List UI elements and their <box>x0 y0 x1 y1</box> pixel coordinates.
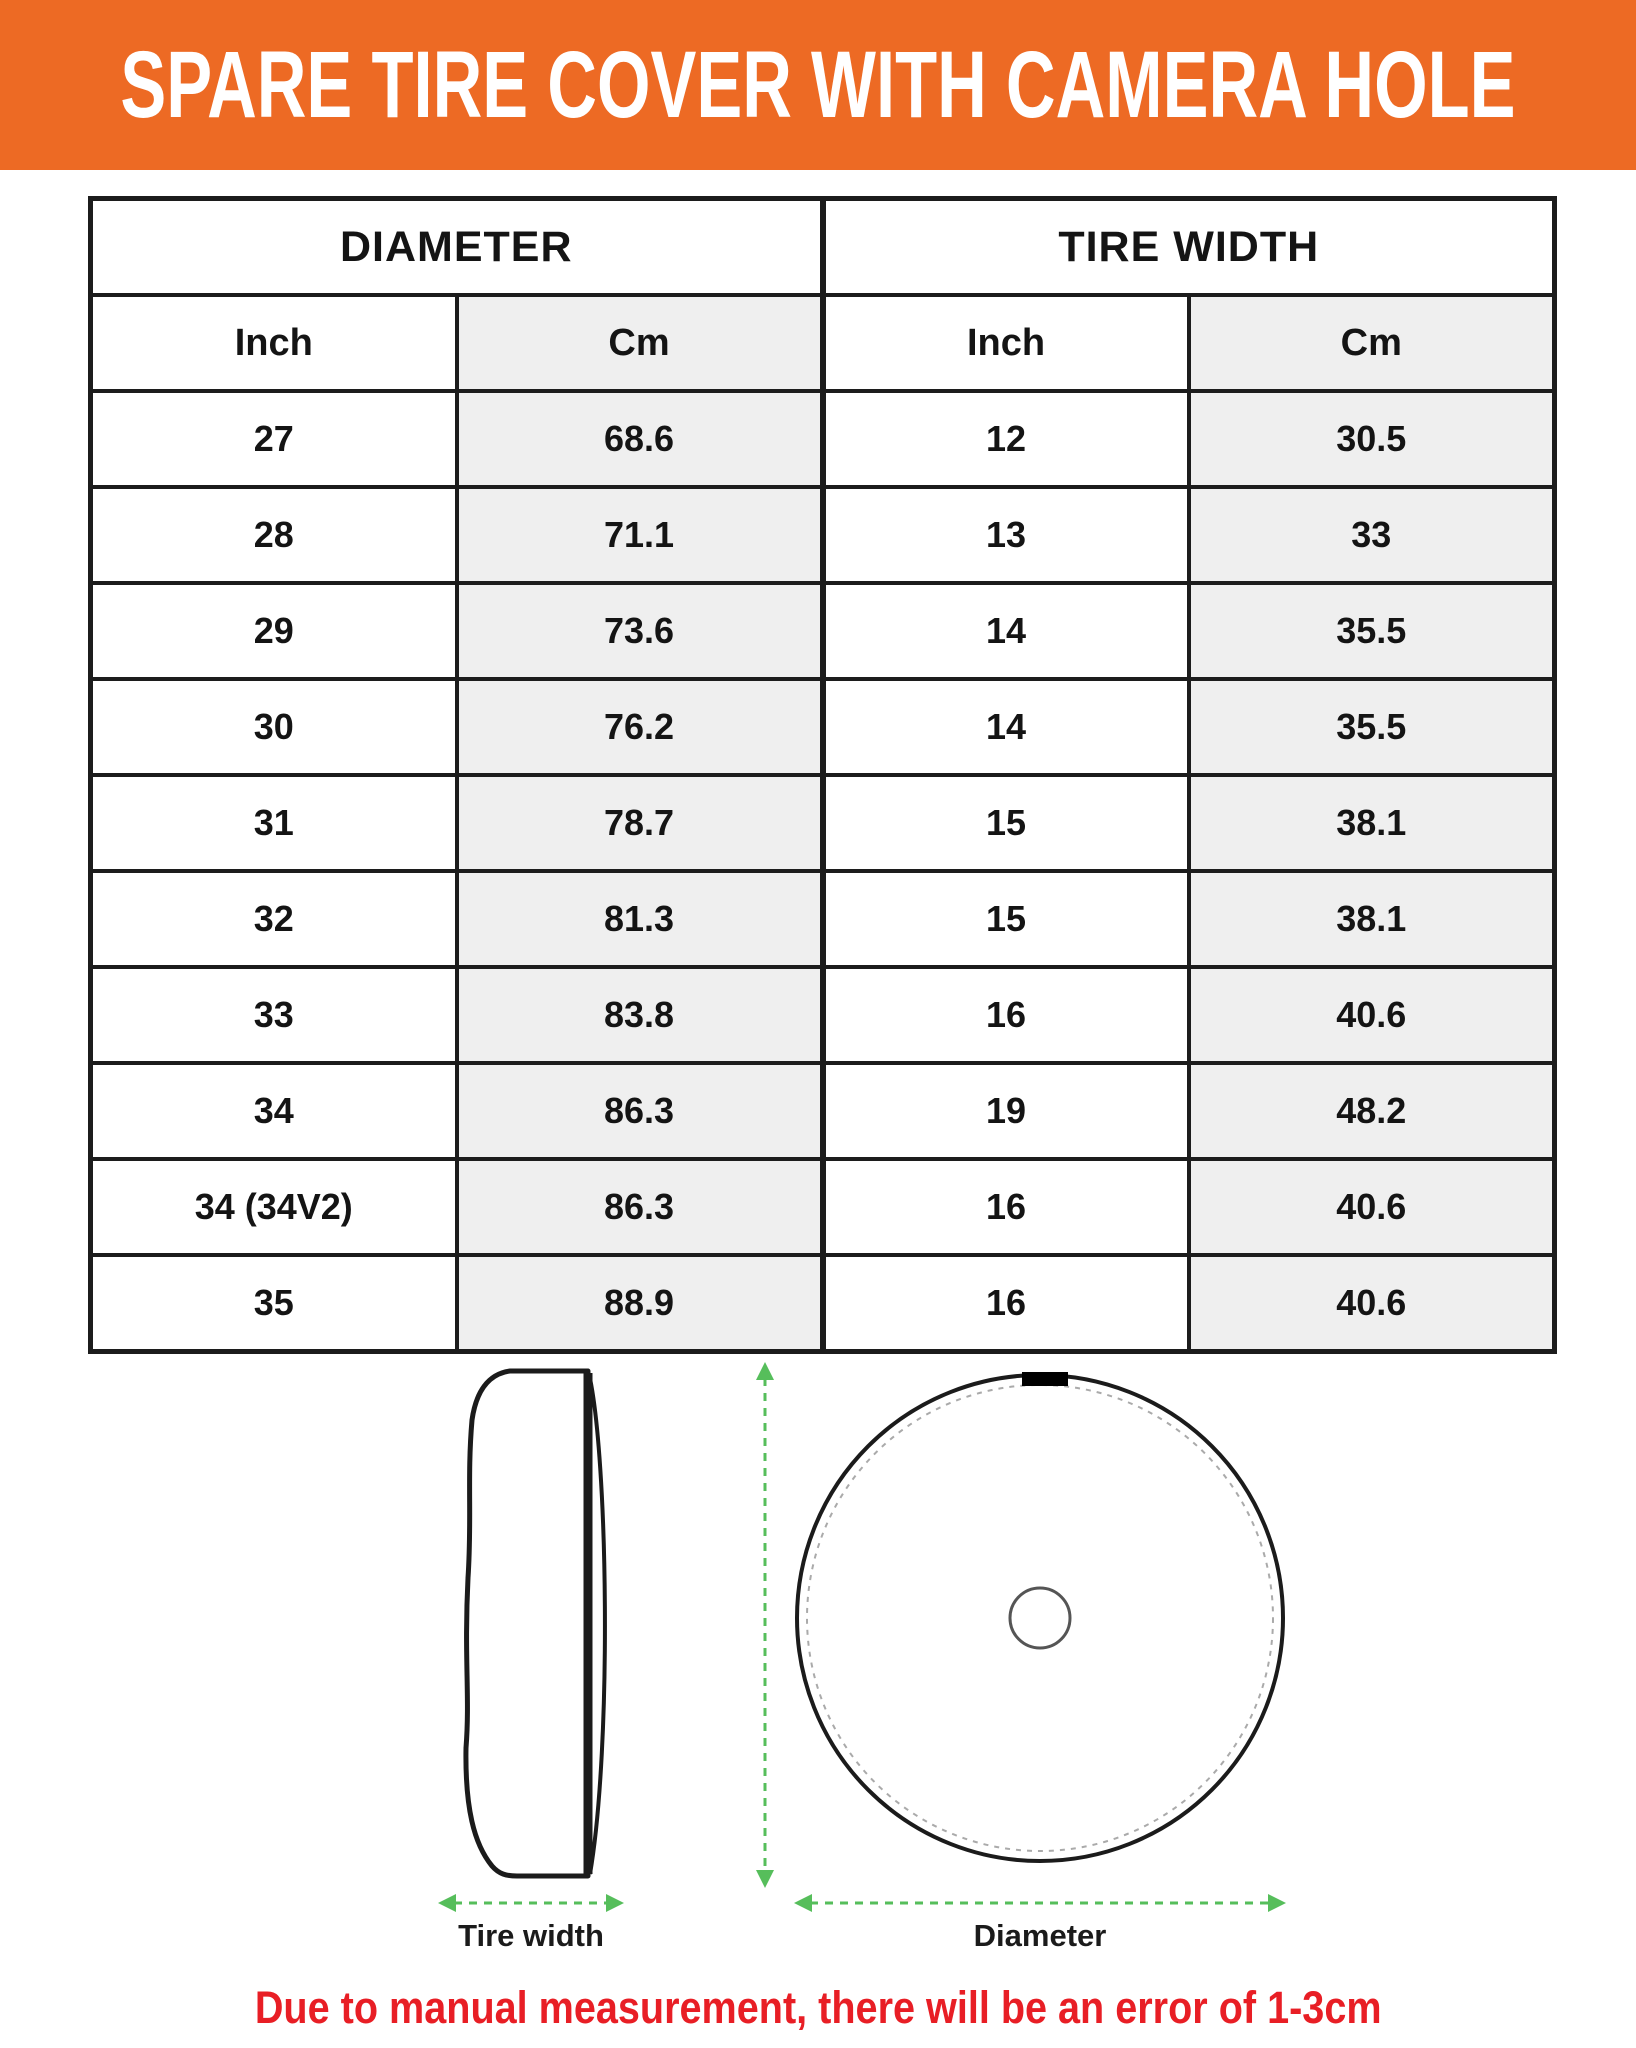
table-cell: 15 <box>823 775 1189 871</box>
table-row <box>91 679 1555 775</box>
table-cell: 16 <box>823 1255 1189 1352</box>
table-cell: 35.5 <box>1189 679 1555 775</box>
table-row <box>91 1063 1555 1159</box>
table-row <box>91 1159 1555 1255</box>
table-cell: 38.1 <box>1189 871 1555 967</box>
table-cell: 68.6 <box>457 391 823 487</box>
table-cell: 40.6 <box>1189 1159 1555 1255</box>
table-cell: 16 <box>823 967 1189 1063</box>
table-cell: 30.5 <box>1189 391 1555 487</box>
table-cell: 78.7 <box>457 775 823 871</box>
table-cell: 14 <box>823 583 1189 679</box>
table-cell: 35.5 <box>1189 583 1555 679</box>
table-row <box>91 871 1555 967</box>
table-cell: 31 <box>91 775 457 871</box>
table-row <box>91 967 1555 1063</box>
table-cell: 83.8 <box>457 967 823 1063</box>
table-row <box>91 1255 1555 1352</box>
table-cell: 86.3 <box>457 1063 823 1159</box>
diameter-height-arrow <box>752 1360 778 1890</box>
width-inch-header: Inch <box>823 295 1189 391</box>
width-cm-header: Cm <box>1189 295 1555 391</box>
table-cell: 33 <box>1189 487 1555 583</box>
table-cell: 48.2 <box>1189 1063 1555 1159</box>
tire-side-outline <box>466 1371 588 1876</box>
tire-front-view-diagram <box>792 1370 1288 1866</box>
table-row <box>91 391 1555 487</box>
banner <box>0 0 1636 170</box>
tire-side-view-diagram <box>442 1366 620 1880</box>
table-cell: 27 <box>91 391 457 487</box>
diameter-label: Diameter <box>973 1918 1107 1953</box>
table-cell: 32 <box>91 871 457 967</box>
camera-hole <box>1010 1588 1070 1648</box>
tire-width-group-header: TIRE WIDTH <box>823 199 1555 296</box>
diameter-group-header: DIAMETER <box>91 199 823 296</box>
table-cell: 33 <box>91 967 457 1063</box>
table-cell: 15 <box>823 871 1189 967</box>
size-chart-table <box>88 196 1557 1354</box>
table-cell: 29 <box>91 583 457 679</box>
measurement-note-text: Due to manual measurement, there will be an error of 1-3cm <box>254 1982 1382 2033</box>
table-cell: 28 <box>91 487 457 583</box>
table-cell: 88.9 <box>457 1255 823 1352</box>
table-cell: 12 <box>823 391 1189 487</box>
tire-width-label: Tire width <box>458 1918 604 1953</box>
table-cell: 13 <box>823 487 1189 583</box>
table-cell: 19 <box>823 1063 1189 1159</box>
table-cell: 81.3 <box>457 871 823 967</box>
table-cell: 30 <box>91 679 457 775</box>
table-cell: 34 (34V2) <box>91 1159 457 1255</box>
table-row <box>91 583 1555 679</box>
measurement-note <box>0 1982 1636 2034</box>
sub-header-row <box>91 295 1555 391</box>
table-row <box>91 487 1555 583</box>
table-cell: 73.6 <box>457 583 823 679</box>
table-cell: 35 <box>91 1255 457 1352</box>
table-cell: 38.1 <box>1189 775 1555 871</box>
diameter-cm-header: Cm <box>457 295 823 391</box>
table-cell: 40.6 <box>1189 967 1555 1063</box>
group-header-row <box>91 199 1555 296</box>
page-title: SPARE TIRE COVER WITH CAMERA HOLE <box>120 31 1516 138</box>
tire-width-arrow <box>436 1890 626 1916</box>
table-cell: 76.2 <box>457 679 823 775</box>
size-chart-body <box>91 391 1555 1352</box>
table-cell: 14 <box>823 679 1189 775</box>
table-cell: 16 <box>823 1159 1189 1255</box>
valve-notch <box>1022 1372 1068 1386</box>
diameter-arrow <box>792 1890 1288 1916</box>
table-row <box>91 775 1555 871</box>
table-cell: 34 <box>91 1063 457 1159</box>
table-cell: 71.1 <box>457 487 823 583</box>
diameter-inch-header: Inch <box>91 295 457 391</box>
table-cell: 86.3 <box>457 1159 823 1255</box>
table-cell: 40.6 <box>1189 1255 1555 1352</box>
